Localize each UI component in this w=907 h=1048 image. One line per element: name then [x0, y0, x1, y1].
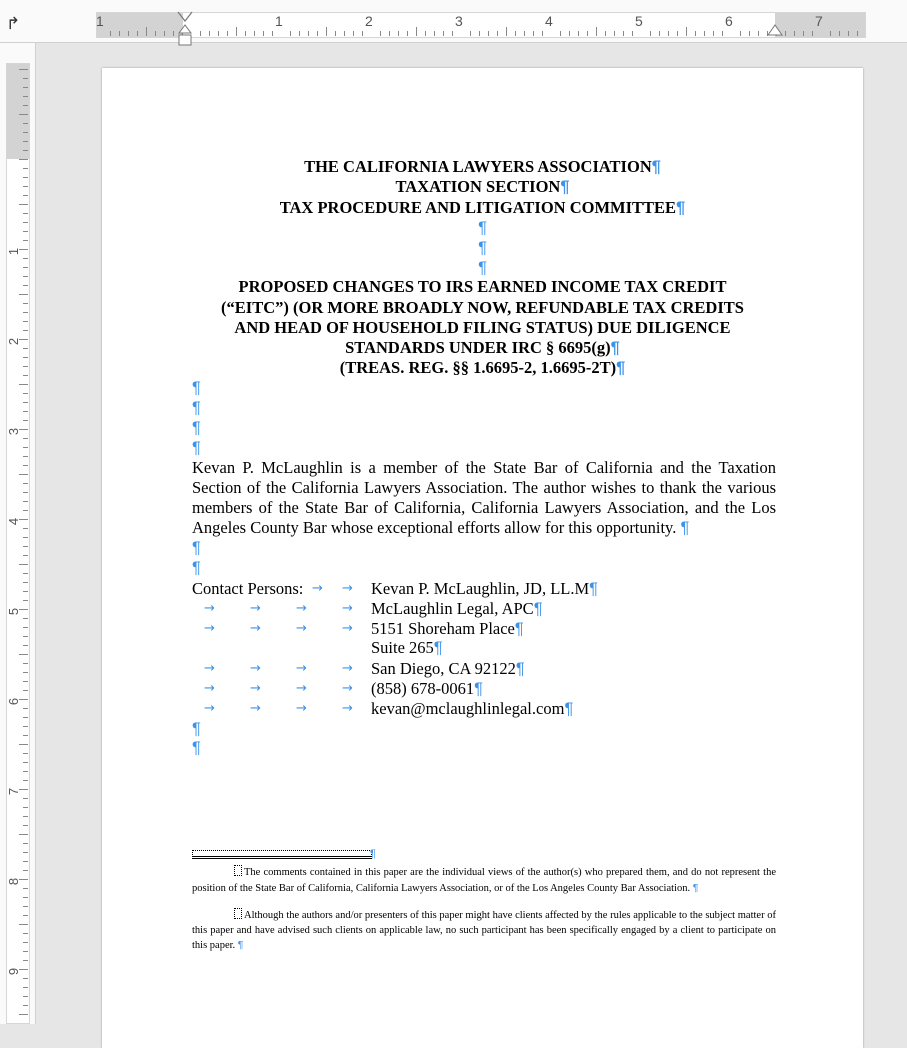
ruler-tick — [23, 825, 28, 826]
ruler-tick — [317, 31, 318, 36]
ruler-tick — [110, 31, 111, 36]
ruler-tick — [758, 31, 759, 36]
ruler-tick — [173, 31, 174, 36]
empty-paragraph: ¶ — [192, 739, 201, 757]
ruler-tick — [23, 618, 28, 619]
tab-arrow-icon: → — [342, 581, 353, 596]
contact-row — [192, 579, 692, 599]
ruler-tick — [19, 159, 28, 160]
ruler-number: 2 — [6, 337, 22, 346]
tab-arrow-icon: → — [296, 621, 307, 636]
ruler-tick — [740, 31, 741, 36]
ruler-tick — [23, 690, 28, 691]
tab-arrow-icon: → — [296, 661, 307, 676]
ruler-tick — [470, 31, 471, 36]
ruler-tick — [119, 31, 120, 36]
contact-row — [192, 599, 692, 619]
ruler-tick — [23, 105, 28, 106]
ruler-tick — [380, 31, 381, 36]
ruler-tick — [23, 168, 28, 169]
ruler-tick — [785, 31, 786, 36]
ruler-number: 1 — [275, 13, 283, 29]
ruler-tick — [488, 31, 489, 36]
empty-paragraph: ¶ — [192, 419, 201, 437]
ruler-tick — [23, 303, 28, 304]
contact-label: Contact Persons: — [192, 579, 304, 598]
ruler-tick — [839, 31, 840, 36]
ruler-tick — [848, 31, 849, 36]
ruler-tick — [542, 31, 543, 36]
ruler-tick — [830, 31, 831, 36]
ruler-tick — [236, 27, 237, 36]
contact-value: McLaughlin Legal, APC¶ — [371, 599, 543, 618]
ruler-tick — [803, 31, 804, 36]
document-title-line: STANDARDS UNDER IRC § 6695(g)¶ — [345, 338, 620, 357]
ruler-tick — [23, 456, 28, 457]
ruler-tick — [23, 213, 28, 214]
ruler-tick — [19, 69, 28, 70]
ruler-tick — [23, 897, 28, 898]
ruler-tick — [23, 942, 28, 943]
empty-paragraph: ¶ — [192, 439, 201, 457]
ruler-tick — [23, 528, 28, 529]
ruler-tick — [578, 31, 579, 36]
ruler-tick — [19, 114, 28, 115]
section-title: TAXATION SECTION¶ — [395, 177, 570, 196]
ruler-tick — [23, 96, 28, 97]
ruler-tick — [23, 285, 28, 286]
ruler-tick — [23, 492, 28, 493]
contact-value: (858) 678-0061¶ — [371, 679, 483, 698]
ruler-tick — [614, 31, 615, 36]
ruler-tick — [23, 1005, 28, 1006]
ruler-tick — [479, 31, 480, 36]
ruler-number: 6 — [6, 697, 22, 706]
ruler-number: 5 — [6, 607, 22, 616]
empty-paragraph: ¶ — [192, 720, 201, 738]
ruler-tick — [146, 27, 147, 36]
ruler-number: 1 — [6, 247, 22, 256]
ruler-tick — [19, 564, 28, 565]
tab-arrow-icon: → — [250, 681, 261, 696]
ruler-tick — [533, 31, 534, 36]
footnote-reference-icon — [234, 865, 242, 876]
ruler-tick — [23, 510, 28, 511]
ruler-tick — [506, 27, 507, 36]
tab-arrow-icon: → — [204, 601, 215, 616]
ruler-tick — [23, 438, 28, 439]
ruler-tick — [596, 27, 597, 36]
ruler-tick — [23, 366, 28, 367]
empty-paragraph: ¶ — [192, 399, 201, 417]
org-title: THE CALIFORNIA LAWYERS ASSOCIATION¶ — [304, 157, 661, 176]
vertical-ruler[interactable] — [0, 43, 36, 1024]
ruler-tick — [23, 798, 28, 799]
tab-arrow-icon: → — [342, 661, 353, 676]
ruler-tick — [704, 31, 705, 36]
ruler-tick — [23, 87, 28, 88]
tab-arrow-icon: → — [250, 701, 261, 716]
footnote-reference-icon — [234, 908, 242, 919]
ruler-number: 2 — [365, 13, 373, 29]
ruler-tick — [650, 31, 651, 36]
ruler-tick — [23, 852, 28, 853]
ruler-tick — [245, 31, 246, 36]
ruler-tick — [23, 447, 28, 448]
contact-value: kevan@mclaughlinlegal.com¶ — [371, 699, 574, 718]
ruler-tick — [23, 780, 28, 781]
indent-marker-icon[interactable] — [177, 11, 193, 49]
ruler-number: 3 — [6, 427, 22, 436]
ruler-tick — [290, 31, 291, 36]
ruler-tick — [23, 600, 28, 601]
ruler-tick — [23, 960, 28, 961]
ruler-tick — [23, 231, 28, 232]
ruler-tick — [23, 357, 28, 358]
ruler-tick — [23, 951, 28, 952]
horizontal-ruler[interactable] — [0, 0, 907, 43]
tab-arrow-icon: → — [250, 621, 261, 636]
ruler-tick — [344, 31, 345, 36]
empty-paragraph: ¶ — [478, 259, 487, 277]
ruler-number: 1 — [96, 13, 104, 29]
ruler-tick — [695, 31, 696, 36]
ruler-number: 7 — [815, 13, 823, 29]
ruler-tick — [155, 31, 156, 36]
contact-row — [192, 679, 692, 699]
ruler-tick — [19, 1014, 28, 1015]
ruler-tick — [218, 31, 219, 36]
ruler-tick — [23, 906, 28, 907]
ruler-tick — [23, 141, 28, 142]
ruler-tick — [722, 31, 723, 36]
ruler-number: 5 — [635, 13, 643, 29]
ruler-tick — [23, 888, 28, 889]
ruler-tick — [23, 483, 28, 484]
ruler-tick — [23, 420, 28, 421]
contact-value: Suite 265¶ — [371, 638, 443, 657]
ruler-tick — [749, 31, 750, 36]
document-title-line: AND HEAD OF HOUSEHOLD FILING STATUS) DUE DILIGENCE — [234, 318, 731, 337]
ruler-tick — [497, 31, 498, 36]
right-indent-marker-icon[interactable] — [766, 23, 784, 37]
ruler-tick — [137, 31, 138, 36]
ruler-tick — [23, 546, 28, 547]
ruler-tick — [686, 27, 687, 36]
empty-paragraph: ¶ — [478, 239, 487, 257]
ruler-strip[interactable] — [96, 12, 866, 38]
ruler-tick — [23, 753, 28, 754]
ruler-number: 7 — [6, 787, 22, 796]
ruler-tick — [19, 744, 28, 745]
ruler-tick — [362, 31, 363, 36]
document-title-line: (TREAS. REG. §§ 1.6695-2, 1.6695-2T)¶ — [339, 358, 626, 377]
ruler-number: 8 — [6, 877, 22, 886]
ruler-tick — [659, 31, 660, 36]
ruler-tick — [23, 762, 28, 763]
tab-arrow-icon: → — [250, 601, 261, 616]
vertical-ruler-strip[interactable] — [6, 63, 30, 1024]
empty-paragraph: ¶ — [478, 219, 487, 237]
ruler-tick — [23, 555, 28, 556]
tab-arrow-icon: → — [250, 661, 261, 676]
tab-arrow-icon: → — [204, 701, 215, 716]
committee-title: TAX PROCEDURE AND LITIGATION COMMITTEE¶ — [279, 198, 686, 217]
ruler-tick — [23, 726, 28, 727]
ruler-tick — [443, 31, 444, 36]
ruler-tick — [19, 924, 28, 925]
ruler-tick — [19, 384, 28, 385]
ruler-tick — [812, 31, 813, 36]
ruler-tick — [19, 474, 28, 475]
ruler-tick — [794, 31, 795, 36]
ruler-tick — [23, 393, 28, 394]
ruler-tick — [677, 31, 678, 36]
ruler-tick — [23, 672, 28, 673]
ruler-tick — [19, 294, 28, 295]
ruler-tick — [632, 31, 633, 36]
footnote: The comments contained in this paper are the individual views of the author(s) who prepared them, and do not represent the position of the State Bar of California, California Lawyers Association, or of the Los Angeles County Bar Association. ¶ — [192, 867, 776, 894]
ruler-tick — [23, 240, 28, 241]
ruler-tick — [560, 31, 561, 36]
document-title-line: (“EITC”) (OR MORE BROADLY NOW, REFUNDABLE TAX CREDITS — [221, 298, 744, 317]
ruler-tick — [23, 681, 28, 682]
ruler-tick — [407, 31, 408, 36]
ruler-tick — [200, 31, 201, 36]
ruler-tick — [308, 31, 309, 36]
ruler-tick — [227, 31, 228, 36]
empty-paragraph: ¶ — [192, 559, 201, 577]
ruler-tick — [23, 771, 28, 772]
contact-value: Kevan P. McLaughlin, JD, LL.M¶ — [371, 579, 599, 598]
ruler-tick — [23, 645, 28, 646]
tab-stop-icon[interactable]: ↱ — [6, 14, 21, 34]
ruler-tick — [23, 708, 28, 709]
ruler-tick — [23, 321, 28, 322]
ruler-tick — [23, 501, 28, 502]
ruler-number: 6 — [725, 13, 733, 29]
ruler-tick — [416, 27, 417, 36]
ruler-tick — [23, 996, 28, 997]
empty-paragraph: ¶ — [192, 539, 201, 557]
contact-value: 5151 Shoreham Place¶ — [371, 619, 524, 638]
ruler-tick — [19, 834, 28, 835]
ruler-tick — [23, 177, 28, 178]
tab-arrow-icon: → — [204, 621, 215, 636]
author-paragraph: Kevan P. McLaughlin is a member of the State Bar of California and the Taxation Section of the California Lawyers Association. The author wishes to thank the various members of the State Bar of California, California Lawyers Association, and the Los Angeles County Bar whose exceptional efforts allow for this opportunity. ¶ — [192, 458, 776, 537]
ruler-tick — [254, 31, 255, 36]
footnote-separator-mark: ¶ — [370, 848, 376, 860]
ruler-tick — [605, 31, 606, 36]
ruler-tick — [23, 933, 28, 934]
document-title-line: PROPOSED CHANGES TO IRS EARNED INCOME TAX CREDIT — [238, 277, 727, 296]
ruler-number: 4 — [545, 13, 553, 29]
ruler-tick — [23, 222, 28, 223]
ruler-tick — [23, 573, 28, 574]
ruler-tick — [23, 78, 28, 79]
ruler-tick — [23, 915, 28, 916]
ruler-tick — [434, 31, 435, 36]
ruler-tick — [23, 591, 28, 592]
document-page[interactable] — [102, 68, 863, 1048]
ruler-tick — [23, 267, 28, 268]
contact-value: San Diego, CA 92122¶ — [371, 659, 525, 678]
ruler-tick — [23, 987, 28, 988]
ruler-tick — [515, 31, 516, 36]
tab-arrow-icon: → — [312, 581, 323, 596]
tab-arrow-icon: → — [296, 681, 307, 696]
ruler-tick — [23, 123, 28, 124]
ruler-tick — [23, 582, 28, 583]
ruler-tick — [23, 150, 28, 151]
ruler-tick — [398, 31, 399, 36]
ruler-tick — [23, 348, 28, 349]
ruler-number: 3 — [455, 13, 463, 29]
ruler-tick — [23, 627, 28, 628]
ruler-tick — [569, 31, 570, 36]
ruler-tick — [389, 31, 390, 36]
contact-row — [192, 638, 692, 658]
tab-arrow-icon: → — [204, 661, 215, 676]
ruler-number: 9 — [6, 967, 22, 976]
ruler-number: 4 — [6, 517, 22, 526]
ruler-tick — [23, 132, 28, 133]
ruler-tick — [23, 717, 28, 718]
ruler-tick — [23, 636, 28, 637]
ruler-tick — [23, 186, 28, 187]
ruler-tick — [23, 258, 28, 259]
ruler-tick — [23, 465, 28, 466]
ruler-tick — [23, 870, 28, 871]
ruler-tick — [19, 204, 28, 205]
ruler-tick — [23, 735, 28, 736]
ruler-tick — [19, 654, 28, 655]
ruler-tick — [23, 843, 28, 844]
ruler-tick — [713, 31, 714, 36]
contact-row — [192, 619, 692, 639]
ruler-tick — [128, 31, 129, 36]
ruler-tick — [23, 537, 28, 538]
empty-paragraph: ¶ — [192, 379, 201, 397]
ruler-tick — [23, 411, 28, 412]
ruler-tick — [209, 31, 210, 36]
ruler-tick — [23, 402, 28, 403]
ruler-tick — [857, 31, 858, 36]
ruler-tick — [23, 861, 28, 862]
footnote-separator — [192, 850, 372, 859]
ruler-tick — [623, 31, 624, 36]
ruler-tick — [668, 31, 669, 36]
contact-row — [192, 699, 692, 719]
ruler-tick — [299, 31, 300, 36]
ruler-tick — [23, 978, 28, 979]
tab-arrow-icon: → — [342, 681, 353, 696]
ruler-tick — [452, 31, 453, 36]
ruler-tick — [326, 27, 327, 36]
ruler-tick — [23, 312, 28, 313]
tab-arrow-icon: → — [342, 621, 353, 636]
ruler-tick — [23, 276, 28, 277]
ruler-tick — [272, 31, 273, 36]
ruler-tick — [23, 375, 28, 376]
footnote: Although the authors and/or presenters of this paper might have clients affected by the rules applicable to the subject matter of this paper and have advised such clients on applicable law, no such participant has been specifically engaged by a client to participate on this paper. ¶ — [192, 910, 776, 951]
ruler-tick — [23, 195, 28, 196]
tab-arrow-icon: → — [342, 601, 353, 616]
ruler-tick — [23, 663, 28, 664]
ruler-tick — [23, 816, 28, 817]
ruler-tick — [353, 31, 354, 36]
tab-arrow-icon: → — [296, 601, 307, 616]
ruler-tick — [164, 31, 165, 36]
ruler-tick — [23, 330, 28, 331]
ruler-tick — [23, 807, 28, 808]
tab-arrow-icon: → — [296, 701, 307, 716]
tab-arrow-icon: → — [204, 681, 215, 696]
ruler-tick — [263, 31, 264, 36]
ruler-tick — [335, 31, 336, 36]
ruler-tick — [524, 31, 525, 36]
contact-row — [192, 659, 692, 679]
tab-arrow-icon: → — [342, 701, 353, 716]
ruler-tick — [425, 31, 426, 36]
ruler-tick — [587, 31, 588, 36]
